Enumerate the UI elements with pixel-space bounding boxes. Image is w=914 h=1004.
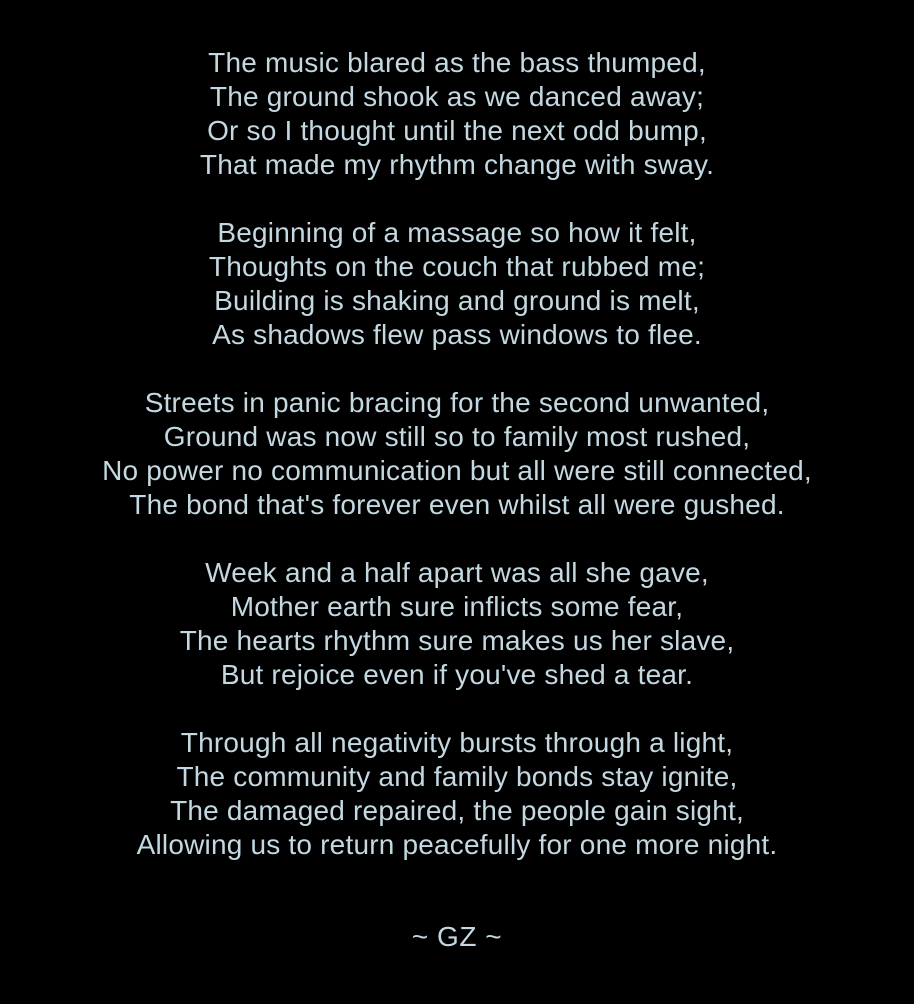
- stanza-4: [0, 556, 914, 692]
- poem-line: No power no communication but all were still connected,: [102, 455, 812, 486]
- stanza-5: [0, 726, 914, 862]
- poem-line: Streets in panic bracing for the second unwanted,: [144, 387, 770, 418]
- poem-line: Ground was now still so to family most rushed,: [163, 421, 751, 452]
- poem-line: The hearts rhythm sure makes us her slave,: [179, 625, 735, 656]
- stanza-2: [0, 216, 914, 352]
- poem-line: Or so I thought until the next odd bump,: [207, 115, 707, 146]
- poem-line: Week and a half apart was all she gave,: [205, 557, 709, 588]
- poem-line: The bond that's forever even whilst all were gushed.: [129, 489, 785, 520]
- poem-line: The damaged repaired, the people gain sight,: [170, 795, 744, 826]
- poem-line: The ground shook as we danced away;: [209, 81, 705, 112]
- author-signature: ~ GZ ~: [411, 921, 503, 952]
- poem-line: But rejoice even if you've shed a tear.: [220, 659, 694, 690]
- stanza-3: [0, 386, 914, 522]
- poem-line: As shadows flew pass windows to flee.: [212, 319, 702, 350]
- poem-line: That made my rhythm change with sway.: [199, 149, 715, 180]
- poem-line: The community and family bonds stay ignite,: [176, 761, 738, 792]
- poem-line: Building is shaking and ground is melt,: [214, 285, 700, 316]
- stanza-1: [0, 46, 914, 182]
- poem-line: Mother earth sure inflicts some fear,: [230, 591, 684, 622]
- poem-line: Allowing us to return peacefully for one more night.: [136, 829, 778, 860]
- poem-line: Through all negativity bursts through a light,: [180, 727, 734, 758]
- poem-line: Beginning of a massage so how it felt,: [217, 217, 697, 248]
- poem-line: The music blared as the bass thumped,: [208, 47, 706, 78]
- poem-line: Thoughts on the couch that rubbed me;: [208, 251, 706, 282]
